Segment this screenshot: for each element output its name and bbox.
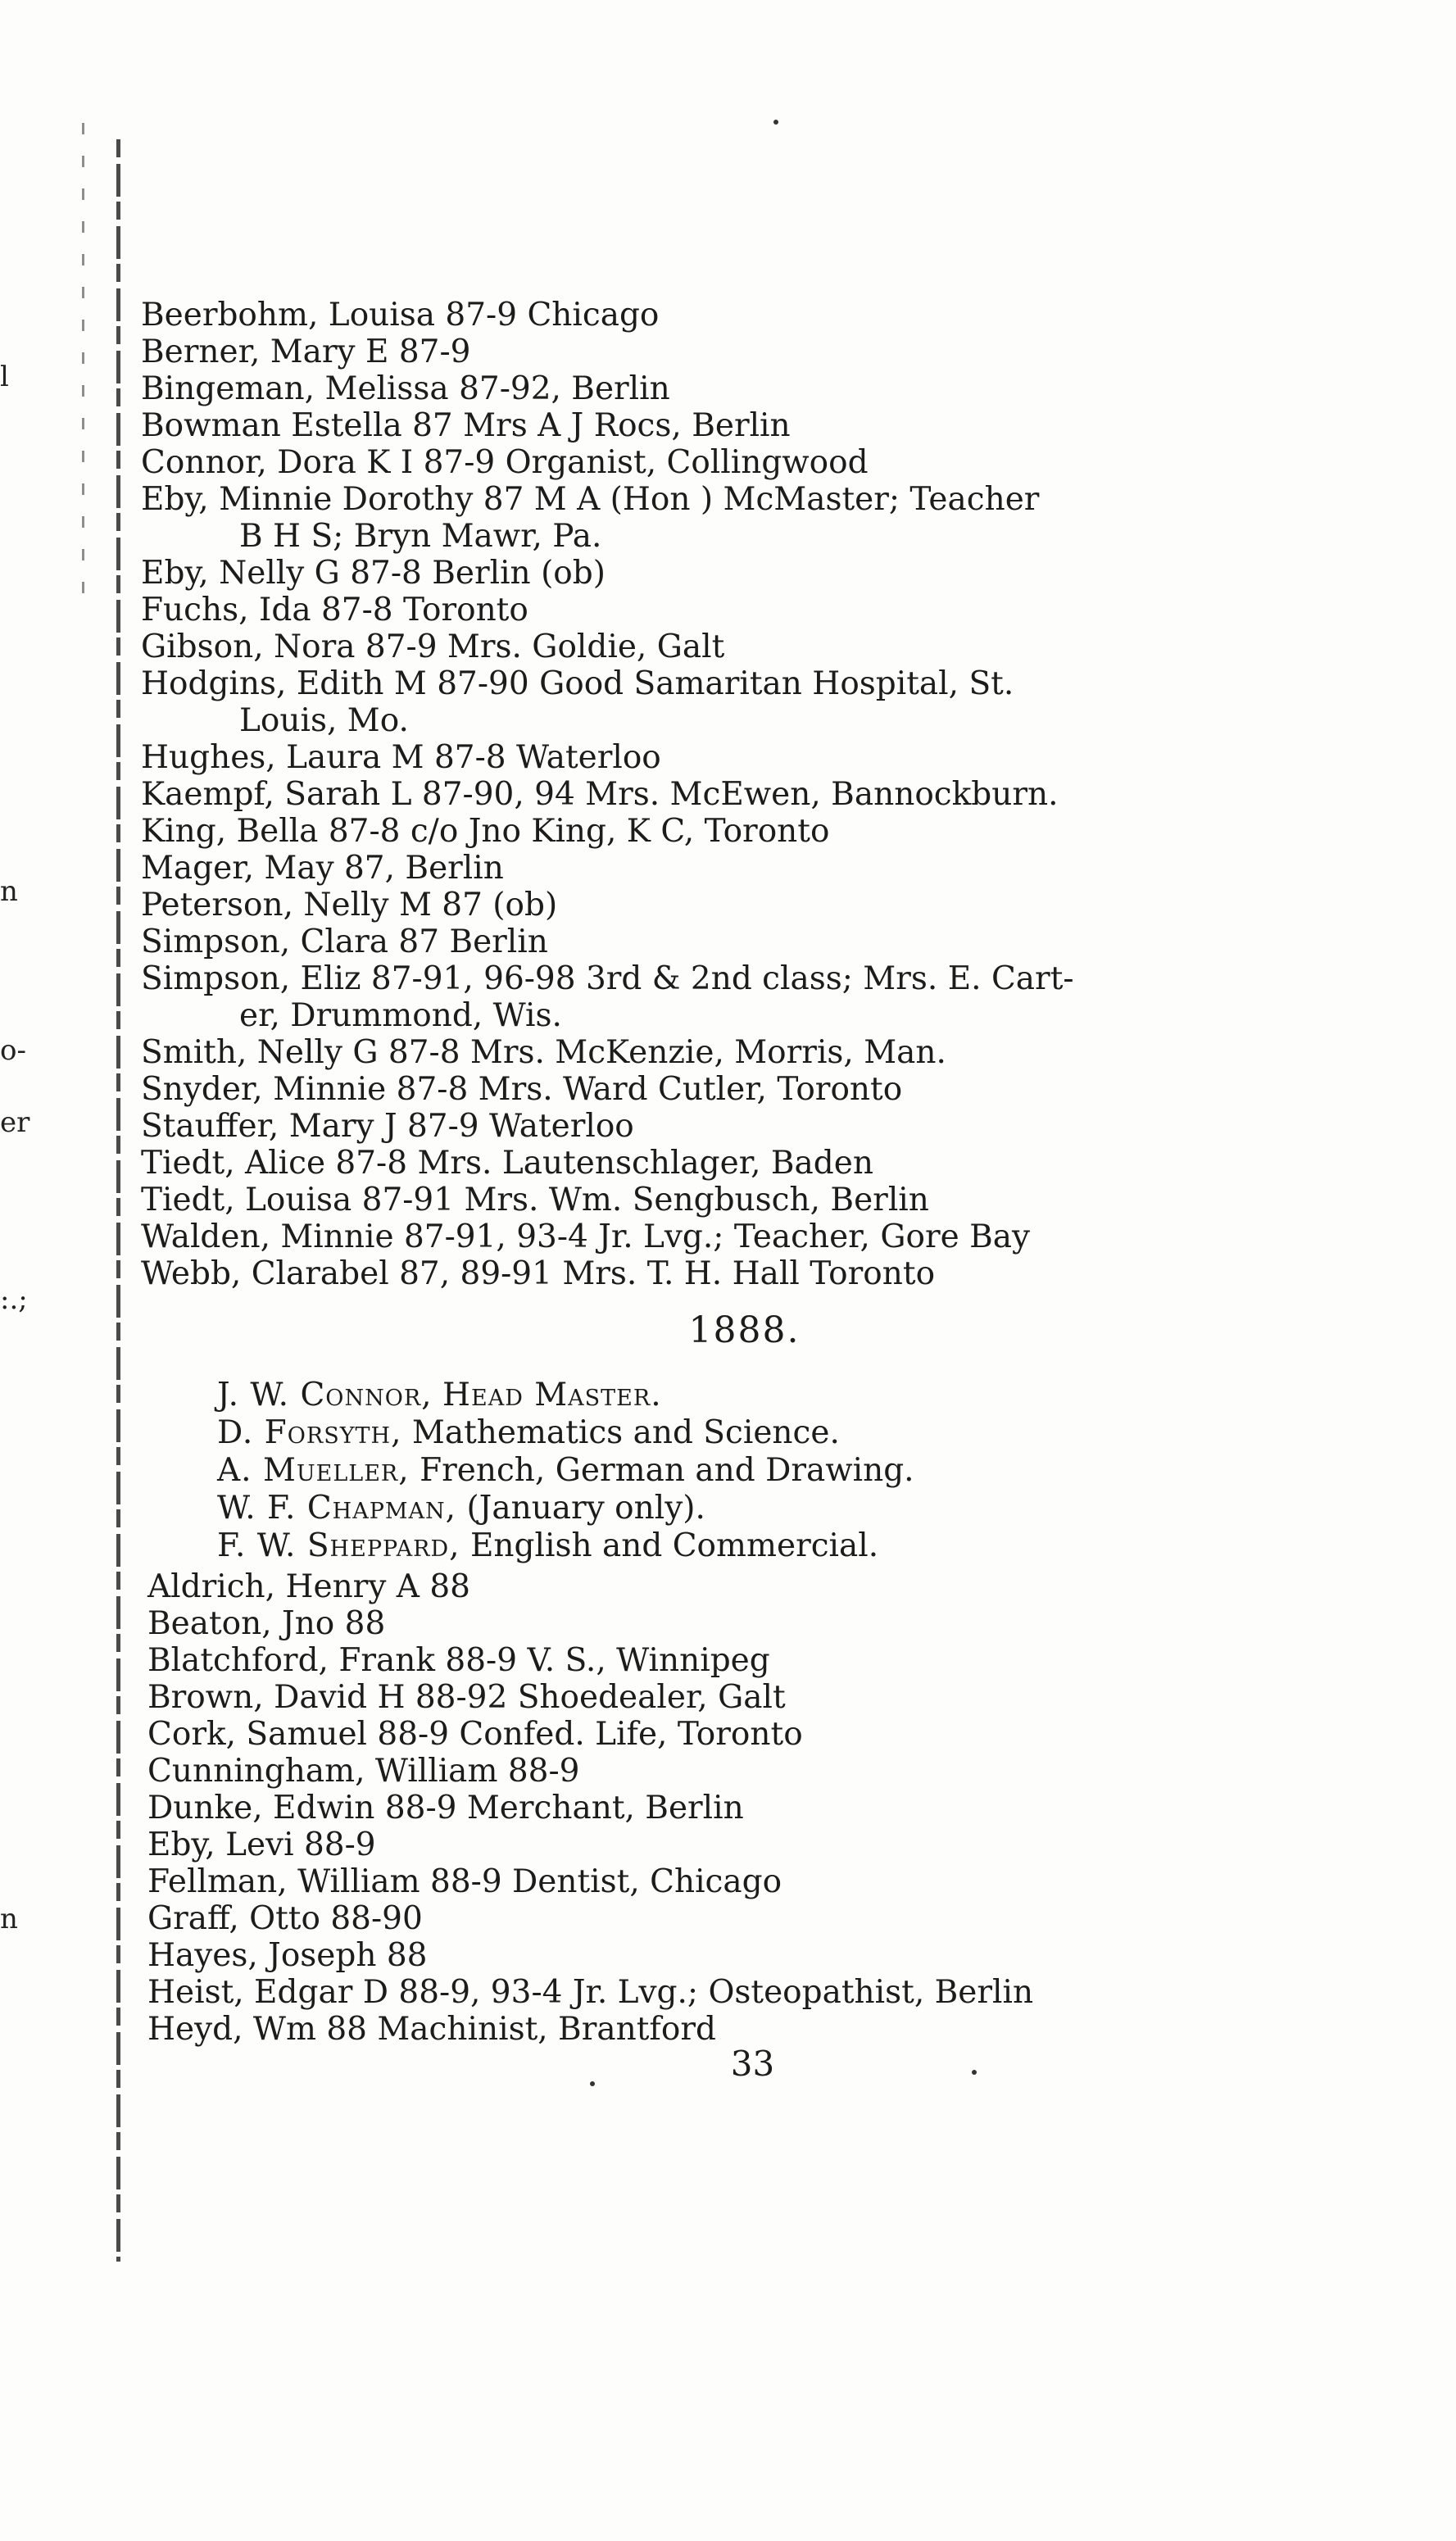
entry-text: Tiedt, Alice 87-8 Mrs. Lautenschlager, Baden xyxy=(141,1145,873,1182)
entry-text: Stauffer, Mary J 87-9 Waterloo xyxy=(141,1108,634,1145)
entry-text: Graff, Otto 88-90 xyxy=(147,1900,423,1937)
list-entry xyxy=(147,1826,1295,1863)
staff-entry xyxy=(217,1452,1282,1490)
list-entry xyxy=(147,1642,1295,1679)
entry-text: Eby, Levi 88-9 xyxy=(147,1826,376,1863)
list-entry xyxy=(141,1255,1288,1292)
staff-entry xyxy=(217,1377,1282,1414)
list-entry xyxy=(141,444,1288,481)
list-entry xyxy=(141,555,1288,592)
staff-entry xyxy=(217,1527,1282,1565)
staff-name: D. Forsyth, xyxy=(217,1414,402,1451)
staff-role: French, German and Drawing. xyxy=(420,1452,914,1489)
staff-entry xyxy=(217,1490,1282,1527)
entry-text: Mager, May 87, Berlin xyxy=(141,850,504,887)
staff-role: (January only). xyxy=(466,1490,705,1527)
entry-text: Heyd, Wm 88 Machinist, Brantford xyxy=(147,2011,716,2048)
list-entry xyxy=(141,592,1288,628)
entry-text: Cunningham, William 88-9 xyxy=(147,1753,580,1790)
entry-text: Peterson, Nelly M 87 (ob) xyxy=(141,887,558,923)
entry-text: Fuchs, Ida 87-8 Toronto xyxy=(141,592,528,628)
entry-text: Beerbohm, Louisa 87-9 Chicago xyxy=(141,297,660,334)
page-number: 33 xyxy=(730,2044,775,2084)
entry-text: Eby, Nelly G 87-8 Berlin (ob) xyxy=(141,555,606,592)
entry-text: Eby, Minnie Dorothy 87 M A (Hon ) McMaster; Teacher xyxy=(141,481,1040,518)
list-entry xyxy=(141,739,1288,776)
list-entry xyxy=(141,776,1288,813)
staff-name: A. Mueller, xyxy=(217,1452,410,1489)
binding-gutter xyxy=(116,139,120,2262)
list-entry xyxy=(141,665,1288,739)
entry-text: Cork, Samuel 88-9 Confed. Life, Toronto xyxy=(147,1716,803,1753)
list-entry xyxy=(147,1568,1295,1605)
binding-gutter-shadow xyxy=(82,123,84,615)
entry-continuation: B H S; Bryn Mawr, Pa. xyxy=(239,518,602,555)
margin-fragment: l xyxy=(0,361,9,393)
staff-list xyxy=(217,1377,1282,1565)
list-entry xyxy=(141,297,1288,334)
margin-fragment: er xyxy=(0,1106,30,1139)
entry-continuation: er, Drummond, Wis. xyxy=(239,997,562,1034)
list-entry xyxy=(141,1218,1288,1255)
list-entry xyxy=(141,1145,1288,1182)
margin-fragment: n xyxy=(0,875,18,908)
list-entry xyxy=(147,1716,1295,1753)
staff-role: Mathematics and Science. xyxy=(411,1414,840,1451)
list-entry xyxy=(141,370,1288,407)
list-entry xyxy=(141,334,1288,370)
list-entry xyxy=(147,1605,1295,1642)
entry-text: Bowman Estella 87 Mrs A J Rocs, Berlin xyxy=(141,407,791,444)
entry-text: Hayes, Joseph 88 xyxy=(147,1937,428,1974)
list-entry xyxy=(141,923,1288,960)
list-entry xyxy=(147,1937,1295,1974)
entry-text: Beaton, Jno 88 xyxy=(147,1605,386,1642)
staff-name: W. F. Chapman, xyxy=(217,1490,457,1527)
entry-text: Hodgins, Edith M 87-90 Good Samaritan Hospital, St. xyxy=(141,665,1014,702)
student-list-1888 xyxy=(147,1568,1295,2048)
margin-fragment: o- xyxy=(0,1034,26,1067)
entry-text: Blatchford, Frank 88-9 V. S., Winnipeg xyxy=(147,1642,770,1679)
entry-text: Brown, David H 88-92 Shoedealer, Galt xyxy=(147,1679,786,1716)
entry-text: Gibson, Nora 87-9 Mrs. Goldie, Galt xyxy=(141,628,725,665)
list-entry xyxy=(147,1679,1295,1716)
list-entry xyxy=(141,1182,1288,1218)
entry-text: Hughes, Laura M 87-8 Waterloo xyxy=(141,739,661,776)
list-entry xyxy=(141,813,1288,850)
staff-entry xyxy=(217,1414,1282,1452)
entry-text: Kaempf, Sarah L 87-90, 94 Mrs. McEwen, Bannockburn. xyxy=(141,776,1059,813)
list-entry xyxy=(141,1108,1288,1145)
list-entry xyxy=(141,887,1288,923)
speck xyxy=(773,120,778,125)
list-entry xyxy=(141,628,1288,665)
staff-name: J. W. Connor, xyxy=(217,1377,433,1413)
list-entry xyxy=(147,1863,1295,1900)
list-entry xyxy=(147,1753,1295,1790)
list-entry xyxy=(141,960,1288,1034)
entry-text: Simpson, Clara 87 Berlin xyxy=(141,923,548,960)
entry-text: Dunke, Edwin 88-9 Merchant, Berlin xyxy=(147,1790,744,1826)
entry-text: Tiedt, Louisa 87-91 Mrs. Wm. Sengbusch, Berlin xyxy=(141,1182,929,1218)
list-entry xyxy=(147,2011,1295,2048)
margin-fragment: :.; xyxy=(0,1283,28,1316)
entry-text: Aldrich, Henry A 88 xyxy=(147,1568,470,1605)
list-entry xyxy=(147,1974,1295,2011)
staff-role: Head Master. xyxy=(442,1377,662,1413)
entry-text: Snyder, Minnie 87-8 Mrs. Ward Cutler, Toronto xyxy=(141,1071,903,1108)
entry-text: King, Bella 87-8 c/o Jno King, K C, Toronto xyxy=(141,813,830,850)
entry-text: Fellman, William 88-9 Dentist, Chicago xyxy=(147,1863,782,1900)
staff-name: F. W. Sheppard, xyxy=(217,1527,460,1564)
student-list-1887 xyxy=(141,297,1288,1292)
entry-text: Webb, Clarabel 87, 89-91 Mrs. T. H. Hall Toronto xyxy=(141,1255,936,1292)
entry-text: Connor, Dora K I 87-9 Organist, Collingwood xyxy=(141,444,869,481)
list-entry xyxy=(147,1900,1295,1937)
list-entry xyxy=(147,1790,1295,1826)
list-entry xyxy=(141,850,1288,887)
entry-text: Simpson, Eliz 87-91, 96-98 3rd & 2nd class; Mrs. E. Cart- xyxy=(141,960,1074,997)
entry-text: Berner, Mary E 87-9 xyxy=(141,334,471,370)
list-entry xyxy=(141,407,1288,444)
entry-text: Smith, Nelly G 87-8 Mrs. McKenzie, Morris, Man. xyxy=(141,1034,946,1071)
list-entry xyxy=(141,1071,1288,1108)
entry-text: Heist, Edgar D 88-9, 93-4 Jr. Lvg.; Osteopathist, Berlin xyxy=(147,1974,1034,2011)
list-entry xyxy=(141,481,1288,555)
staff-role: English and Commercial. xyxy=(469,1527,879,1564)
entry-text: Walden, Minnie 87-91, 93-4 Jr. Lvg.; Teacher, Gore Bay xyxy=(141,1218,1031,1255)
entry-continuation: Louis, Mo. xyxy=(239,702,409,739)
year-heading: 1888. xyxy=(688,1309,801,1351)
margin-fragment: n xyxy=(0,1903,18,1935)
entry-text: Bingeman, Melissa 87-92, Berlin xyxy=(141,370,670,407)
list-entry xyxy=(141,1034,1288,1071)
